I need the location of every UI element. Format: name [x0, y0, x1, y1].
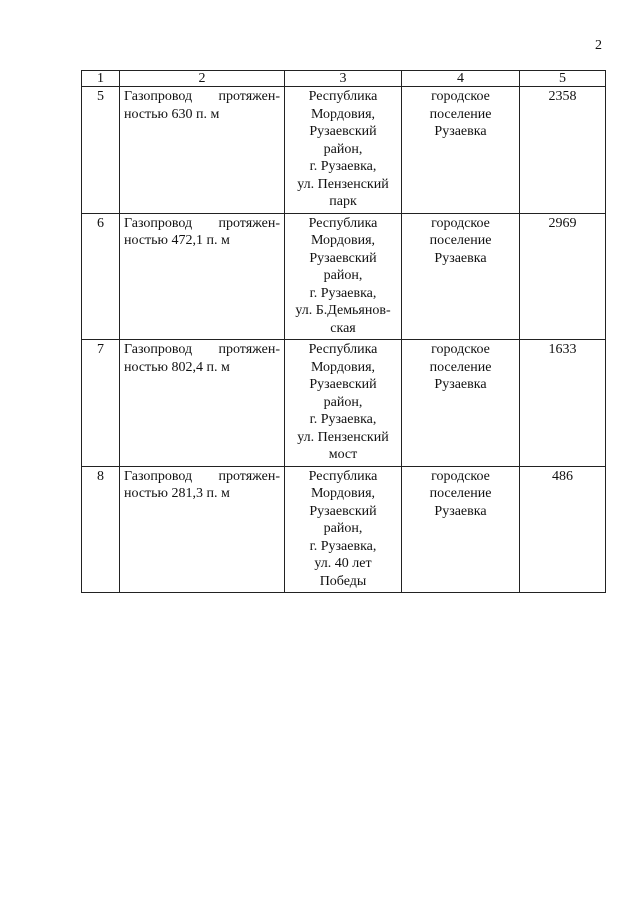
address-line: ул. Пензенский	[297, 176, 389, 192]
municipality-line: городское	[431, 215, 490, 231]
object-name	[120, 213, 285, 340]
municipality-line: городское	[431, 89, 490, 104]
municipality-line: Рузаевка	[434, 503, 487, 519]
object-name-line: Газопровод протяжен-	[124, 468, 280, 484]
row-number: 6	[82, 213, 120, 340]
municipality	[402, 213, 520, 340]
address-line: район,	[323, 394, 363, 410]
object-name-line: Газопровод протяжен-	[124, 342, 280, 357]
address-line: район,	[323, 521, 363, 536]
address-line: ул. Б.Демьянов-	[295, 303, 391, 318]
municipality	[402, 87, 520, 214]
municipality-line: поселение	[429, 233, 492, 248]
object-value: 2969	[520, 213, 606, 340]
municipality-line: поселение	[429, 106, 492, 122]
object-value: 2358	[520, 87, 606, 214]
object-name	[120, 466, 285, 593]
object-name-line: Газопровод протяжен-	[124, 215, 280, 231]
municipality-line: городское	[431, 342, 490, 357]
address-line: Победы	[319, 573, 367, 589]
object-address	[285, 466, 402, 593]
column-number: 3	[285, 71, 402, 87]
address-line: Мордовия,	[310, 359, 376, 375]
address-line: Рузаевский	[309, 250, 377, 266]
address-line: Республика	[308, 468, 378, 484]
column-number: 5	[520, 71, 606, 87]
table-row	[82, 213, 606, 340]
row-number: 5	[82, 87, 120, 214]
address-line: Рузаевский	[309, 124, 377, 139]
municipality-line: поселение	[429, 486, 492, 501]
municipality-line: городское	[431, 468, 490, 484]
object-name-line: ностью 802,4 п. м	[124, 359, 230, 375]
address-line: Мордовия,	[310, 233, 376, 248]
object-address	[285, 213, 402, 340]
object-name-line: Газопровод протяжен-	[124, 89, 280, 104]
address-line: Республика	[308, 342, 378, 357]
address-line: Рузаевский	[309, 377, 377, 392]
column-number-row	[82, 71, 606, 87]
object-address	[285, 340, 402, 467]
municipality-line: поселение	[429, 359, 492, 375]
address-line: г. Рузаевка,	[309, 285, 377, 301]
municipality-line: Рузаевка	[434, 124, 487, 139]
address-line: ул. 40 лет	[314, 556, 372, 571]
address-line: мост	[328, 447, 358, 462]
object-name-line: ностью 281,3 п. м	[124, 486, 230, 501]
column-number: 2	[120, 71, 285, 87]
address-line: район,	[323, 141, 363, 157]
page-number: 2	[595, 38, 602, 53]
row-number: 8	[82, 466, 120, 593]
address-line: Республика	[308, 215, 378, 231]
object-value: 486	[520, 466, 606, 593]
column-number: 1	[82, 71, 120, 87]
address-line: Республика	[308, 89, 378, 104]
address-line: ул. Пензенский	[297, 429, 389, 445]
object-name	[120, 340, 285, 467]
object-name-line: ностью 472,1 п. м	[124, 233, 230, 248]
table-row	[82, 87, 606, 214]
table-row	[82, 466, 606, 593]
column-number: 4	[402, 71, 520, 87]
address-line: г. Рузаевка,	[309, 538, 377, 554]
municipality	[402, 340, 520, 467]
table-row	[82, 340, 606, 467]
object-value: 1633	[520, 340, 606, 467]
address-line: Рузаевский	[309, 503, 377, 519]
address-line: г. Рузаевка,	[309, 159, 377, 174]
address-line: ская	[330, 320, 356, 336]
municipality	[402, 466, 520, 593]
object-name-line: ностью 630 п. м	[124, 106, 220, 122]
municipality-line: Рузаевка	[434, 250, 487, 266]
object-name	[120, 87, 285, 214]
row-number: 7	[82, 340, 120, 467]
property-table	[81, 70, 606, 593]
address-line: г. Рузаевка,	[309, 412, 377, 427]
address-line: Мордовия,	[310, 106, 376, 122]
municipality-line: Рузаевка	[434, 377, 487, 392]
address-line: парк	[329, 194, 357, 209]
address-line: район,	[323, 268, 363, 283]
address-line: Мордовия,	[310, 486, 376, 501]
object-address	[285, 87, 402, 214]
